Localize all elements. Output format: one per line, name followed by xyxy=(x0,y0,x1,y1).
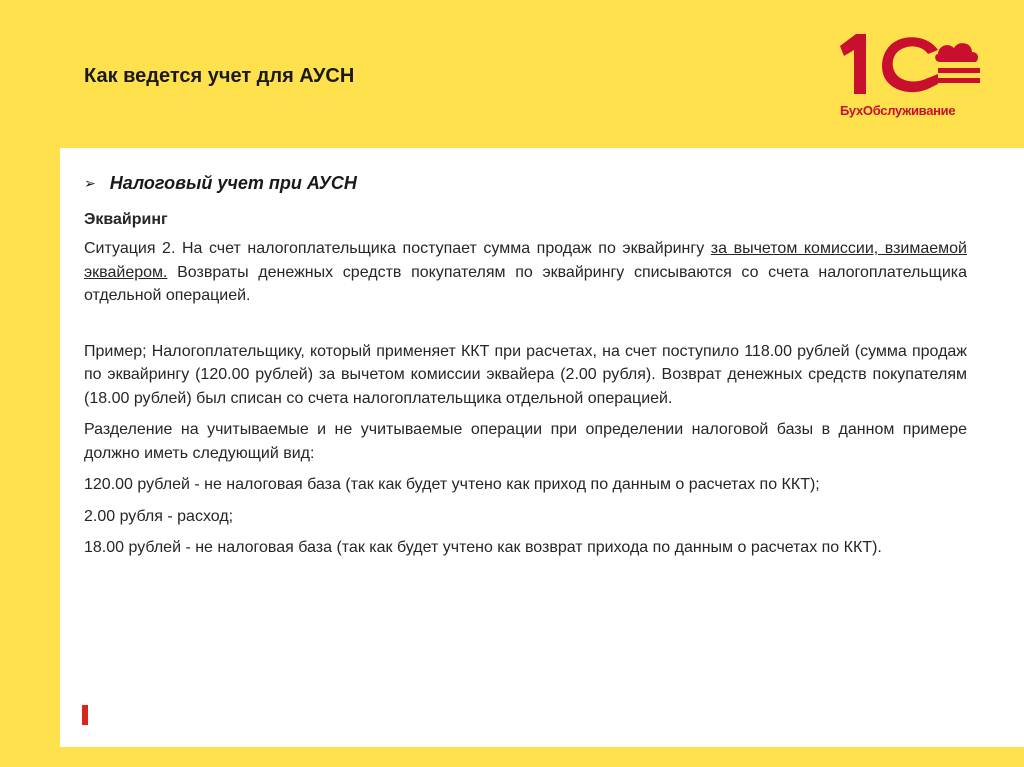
logo-caption: БухОбслуживание xyxy=(840,103,956,118)
subheading: Эквайринг xyxy=(84,210,168,228)
section-heading xyxy=(84,172,967,196)
item-return: 18.00 рублей - не налоговая база (так как будет учтено как возврат прихода по данным о расчетах по ККТ). xyxy=(84,539,882,556)
brand-logo xyxy=(826,28,982,123)
slide-title: Как ведется учет для АУСН xyxy=(84,65,355,87)
section-heading-text: Налоговый учет при АУСН xyxy=(109,173,357,193)
content-panel xyxy=(60,148,1024,747)
item-non-tax-base: 120.00 рублей - не налоговая база (так как будет учтено как приход по данным о расчетах по ККТ); xyxy=(84,476,820,493)
slide-body xyxy=(84,172,967,568)
situation-lead: Ситуация 2. На счет налогоплательщика поступает сумма продаж по эквайрингу xyxy=(84,240,711,257)
arrow-bullet-icon: ➢ xyxy=(84,175,96,191)
logo-1c-mark xyxy=(826,28,982,100)
situation-paragraph xyxy=(84,237,967,308)
red-accent-mark xyxy=(82,705,88,725)
example-paragraph: Пример; Налогоплательщику, который применяет ККТ при расчетах, на счет поступило 118.00 рублей (сумма продаж по эквайрингу (120.00 рублей) за вычетом комиссии эквайера (2.00 рубля). Возврат денежных средств покупателям (18.00 рублей) был списан со счета налогоплательщика отдельной операцией. xyxy=(84,342,967,407)
situation-rest: Возвраты денежных средств покупателям по эквайрингу списываются со счета налогоплательщика отдельной операцией. xyxy=(84,263,967,304)
division-paragraph: Разделение на учитываемые и не учитываемые операции при определении налоговой базы в данном примере должно иметь следующий вид: xyxy=(84,421,967,462)
situation-underlined: за вычетом комиссии, взимаемой эквайером. xyxy=(84,240,967,281)
item-expense: 2.00 рубля - расход; xyxy=(84,507,234,525)
